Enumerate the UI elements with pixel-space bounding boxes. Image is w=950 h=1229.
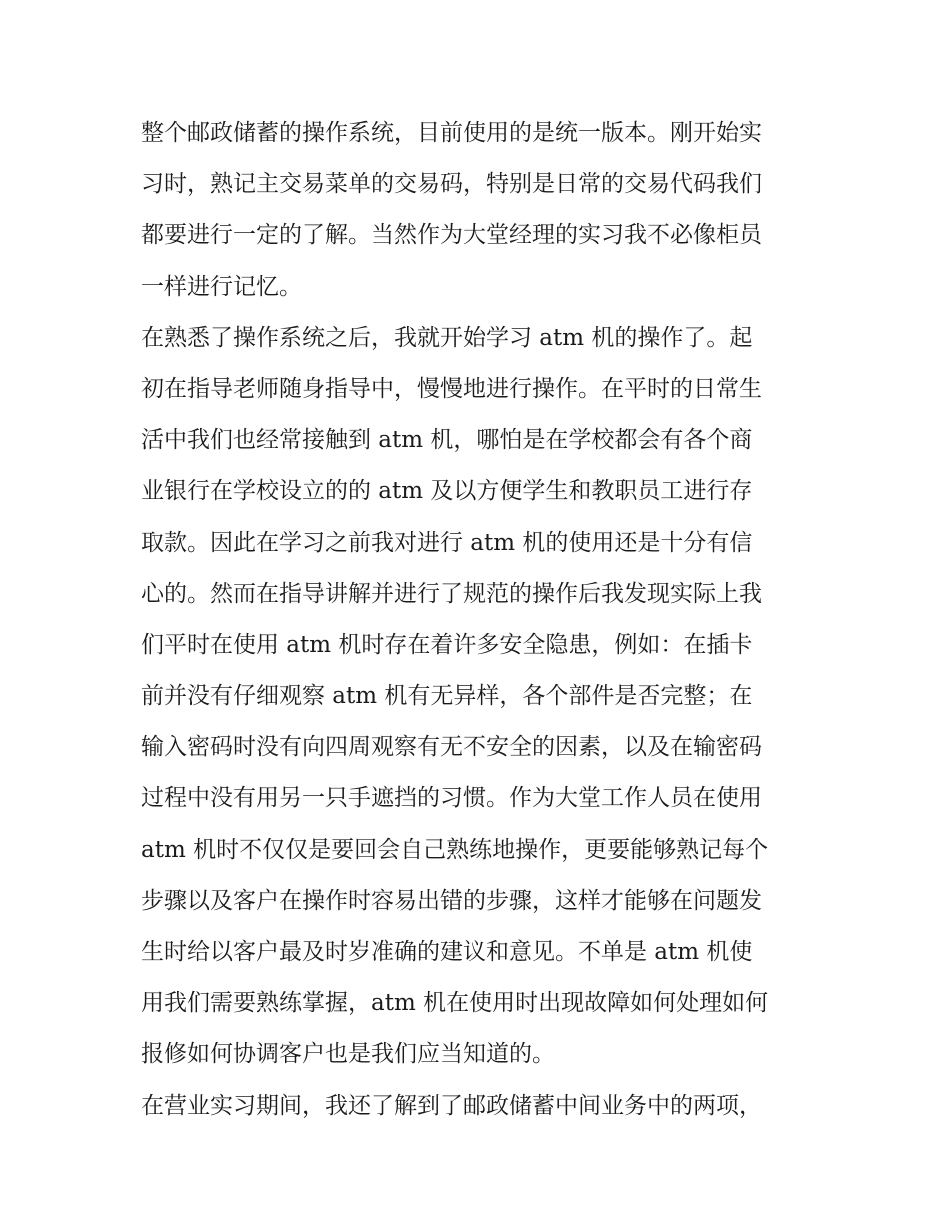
text-line: 一样进行记忆。 xyxy=(141,273,302,300)
text-line: 取款。因此在学习之前我对进行 atm 机的使用还是十分有信 xyxy=(141,529,753,556)
text-line: 们平时在使用 atm 机时存在着许多安全隐患，例如：在插卡 xyxy=(141,631,753,658)
text-line: 在营业实习期间，我还了解到了邮政储蓄中间业务中的两项， xyxy=(141,1092,762,1119)
text-line: 活中我们也经常接触到 atm 机，哪怕是在学校都会有各个商 xyxy=(141,427,753,454)
text-line: 都要进行一定的了解。当然作为大堂经理的实习我不必像柜员 xyxy=(141,222,762,249)
text-line: 生时给以客户最及时岁准确的建议和意见。不单是 atm 机使 xyxy=(141,939,753,965)
text-line: atm 机时不仅仅是要回会自己熟练地操作，更要能够熟记每个 xyxy=(141,836,769,863)
text-line: 心的。然而在指导讲解并进行了规范的操作后我发现实际上我 xyxy=(141,580,762,607)
text-line: 在熟悉了操作系统之后，我就开始学习 atm 机的操作了。起 xyxy=(141,324,753,351)
text-line: 初在指导老师随身指导中，慢慢地进行操作。在平时的日常生 xyxy=(141,375,762,402)
text-line: 习时，熟记主交易菜单的交易码，特别是日常的交易代码我们 xyxy=(141,171,762,198)
body-text xyxy=(141,108,821,1132)
text-line: 业银行在学校设立的的 atm 及以方便学生和教职员工进行存 xyxy=(141,478,753,505)
text-line: 用我们需要熟练掌握，atm 机在使用时出现故障如何处理如何 xyxy=(141,990,769,1017)
text-line: 过程中没有用另一只手遮挡的习惯。作为大堂工作人员在使用 xyxy=(141,785,762,812)
text-line: 报修如何协调客户也是我们应当知道的。 xyxy=(141,1041,555,1068)
text-line: 前并没有仔细观察 atm 机有无异样，各个部件是否完整；在 xyxy=(141,683,753,710)
text-line: 整个邮政储蓄的操作系统，目前使用的是统一版本。刚开始实 xyxy=(141,120,762,146)
text-line: 步骤以及客户在操作时容易出错的步骤，这样才能够在问题发 xyxy=(141,887,762,914)
text-line: 输入密码时没有向四周观察有无不安全的因素，以及在输密码 xyxy=(141,734,762,761)
